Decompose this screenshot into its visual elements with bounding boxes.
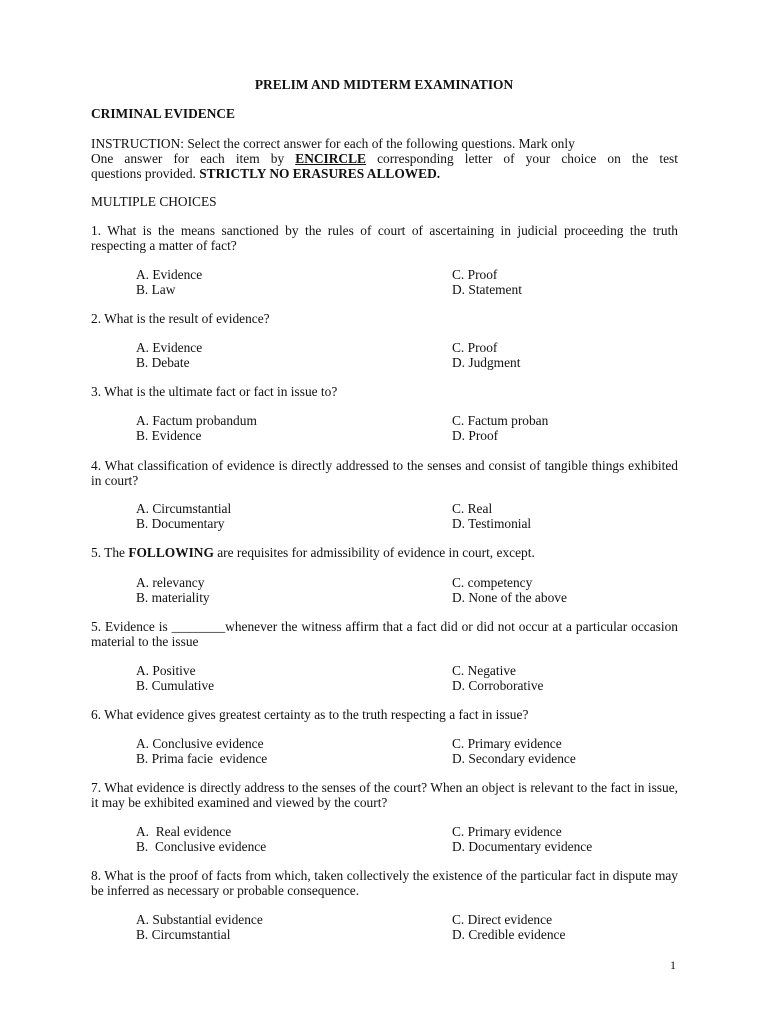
choice-8d: D. Credible evidence bbox=[452, 927, 566, 942]
choice-5b-d: D. Corroborative bbox=[452, 678, 544, 693]
section-heading: MULTIPLE CHOICES bbox=[91, 194, 217, 209]
choice-6d: D. Secondary evidence bbox=[452, 751, 576, 766]
instruction-line-2 bbox=[91, 151, 678, 166]
choice-7b: B. Conclusive evidence bbox=[136, 839, 267, 854]
exam-title: PRELIM AND MIDTERM EXAMINATION bbox=[254, 77, 514, 92]
question-2: 2. What is the result of evidence? bbox=[91, 311, 270, 326]
instruction-emphasis-encircle: ENCIRCLE bbox=[295, 151, 366, 166]
choice-8a: A. Substantial evidence bbox=[136, 912, 263, 927]
instruction-text: questions provided. bbox=[91, 166, 200, 181]
choice-3b: B. Evidence bbox=[136, 428, 202, 443]
instruction-paragraph bbox=[91, 136, 678, 181]
question-7: 7. What evidence is directly address to the senses of the court? When an object is relevant to the fact in issue, it may be exhibited examined and viewed by the court? bbox=[91, 780, 678, 810]
choice-2d: D. Judgment bbox=[452, 355, 521, 370]
question-emphasis-following: FOLLOWING bbox=[128, 545, 214, 560]
question-1: 1. What is the means sanctioned by the rules of court of ascertaining in judicial proceeding the truth respecting a matter of fact? bbox=[91, 223, 678, 253]
choice-8c: C. Direct evidence bbox=[452, 912, 553, 927]
choice-5a: A. relevancy bbox=[136, 575, 205, 590]
choice-4c: C. Real bbox=[452, 501, 493, 516]
choice-4b: B. Documentary bbox=[136, 516, 225, 531]
choice-6a: A. Conclusive evidence bbox=[136, 736, 264, 751]
choice-8b: B. Circumstantial bbox=[136, 927, 231, 942]
choice-1a: A. Evidence bbox=[136, 267, 203, 282]
question-5 bbox=[91, 545, 678, 560]
question-text: 5. The bbox=[91, 545, 129, 560]
question-5b: 5. Evidence is ________whenever the witness affirm that a fact did or did not occur at a particular occasion material to the issue bbox=[91, 619, 678, 649]
question-3: 3. What is the ultimate fact or fact in issue to? bbox=[91, 384, 338, 399]
page-number: 1 bbox=[670, 958, 676, 972]
question-4: 4. What classification of evidence is directly addressed to the senses and consist of tangible things exhibited in court? bbox=[91, 458, 678, 488]
choice-1c: C. Proof bbox=[452, 267, 498, 282]
choice-2b: B. Debate bbox=[136, 355, 190, 370]
choice-1d: D. Statement bbox=[452, 282, 522, 297]
choice-6c: C. Primary evidence bbox=[452, 736, 562, 751]
choice-5b-b: B. Cumulative bbox=[136, 678, 215, 693]
choice-3c: C. Factum proban bbox=[452, 413, 549, 428]
choice-1b: B. Law bbox=[136, 282, 176, 297]
instruction-text: One answer for each item by bbox=[91, 151, 296, 166]
choice-5b: B. materiality bbox=[136, 590, 210, 605]
choice-5b-a: A. Positive bbox=[136, 663, 196, 678]
choice-2a: A. Evidence bbox=[136, 340, 203, 355]
choice-4a: A. Circumstantial bbox=[136, 501, 232, 516]
question-6: 6. What evidence gives greatest certainty as to the truth respecting a fact in issue? bbox=[91, 707, 529, 722]
choice-7a: A. Real evidence bbox=[136, 824, 232, 839]
instruction-text: corresponding letter of your choice on the test bbox=[365, 151, 678, 166]
choice-6b: B. Prima facie evidence bbox=[136, 751, 268, 766]
choice-5c: C. competency bbox=[452, 575, 533, 590]
choice-4d: D. Testimonial bbox=[452, 516, 532, 531]
choice-7d: D. Documentary evidence bbox=[452, 839, 593, 854]
choice-7c: C. Primary evidence bbox=[452, 824, 562, 839]
choice-5d: D. None of the above bbox=[452, 590, 567, 605]
instruction-emphasis-no-erasures: STRICTLY NO ERASURES ALLOWED. bbox=[199, 166, 441, 181]
instruction-line-3 bbox=[91, 166, 678, 181]
question-text: are requisites for admissibility of evidence in court, except. bbox=[213, 545, 535, 560]
choice-3d: D. Proof bbox=[452, 428, 499, 443]
choice-3a: A. Factum probandum bbox=[136, 413, 257, 428]
instruction-line-1: INSTRUCTION: Select the correct answer for each of the following questions. Mark only bbox=[91, 136, 575, 151]
question-8: 8. What is the proof of facts from which, taken collectively the existence of the particular fact in dispute may be inferred as necessary or probable consequence. bbox=[91, 868, 678, 898]
subject-heading: CRIMINAL EVIDENCE bbox=[91, 106, 235, 121]
choice-5b-c: C. Negative bbox=[452, 663, 516, 678]
choice-2c: C. Proof bbox=[452, 340, 498, 355]
